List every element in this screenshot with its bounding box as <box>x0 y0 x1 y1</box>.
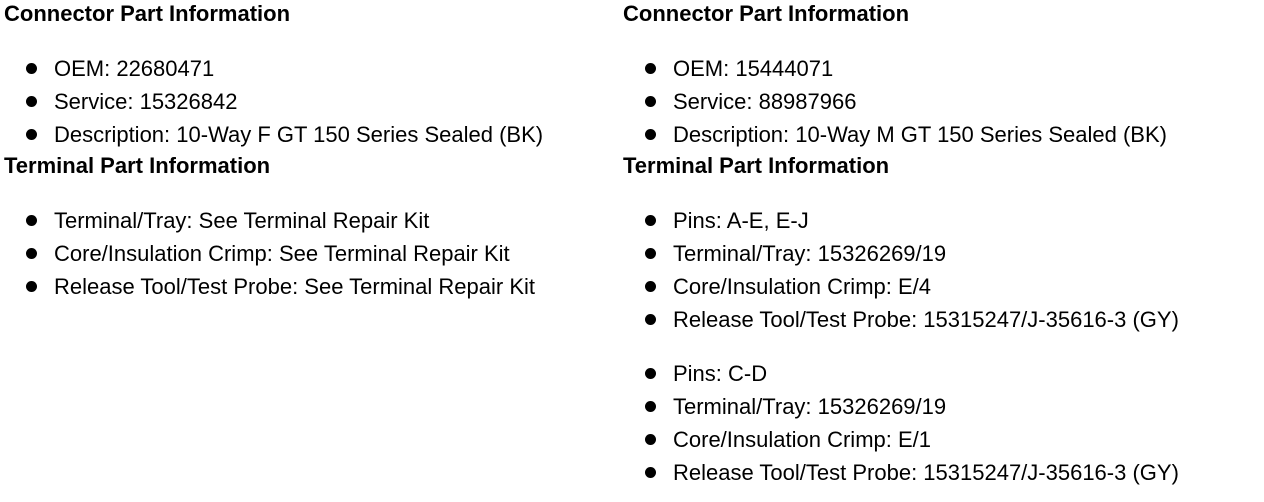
list-item <box>4 118 616 151</box>
bullet-icon <box>645 434 656 445</box>
bullet-icon <box>645 63 656 74</box>
list-item <box>623 357 1263 390</box>
bullet-icon <box>26 215 37 226</box>
list-item-text: Core/Insulation Crimp: E/4 <box>673 274 931 299</box>
terminal-part-list <box>4 204 616 303</box>
list-item <box>623 270 1263 303</box>
left-column <box>4 0 616 303</box>
list-item-text: Description: 10-Way F GT 150 Series Sealed (BK) <box>54 122 544 147</box>
list-item-text: Release Tool/Test Probe: 15315247/J-35616-3 (GY) <box>673 307 1179 332</box>
list-item-text: Pins: A-E, E-J <box>673 208 809 233</box>
list-item <box>623 85 1263 118</box>
connector-part-heading: Connector Part Information <box>4 1 291 26</box>
list-item <box>623 118 1263 151</box>
list-item <box>4 204 616 237</box>
list-item <box>4 237 616 270</box>
bullet-icon <box>645 248 656 259</box>
list-item-text: Core/Insulation Crimp: See Terminal Repair Kit <box>54 241 510 266</box>
bullet-icon <box>645 368 656 379</box>
list-item <box>4 85 616 118</box>
connector-part-list <box>4 52 616 151</box>
list-item-text: Release Tool/Test Probe: See Terminal Repair Kit <box>54 274 535 299</box>
list-item-text: OEM: 15444071 <box>673 56 834 81</box>
list-item-text: OEM: 22680471 <box>54 56 215 81</box>
list-item-text: Service: 88987966 <box>673 89 857 114</box>
terminal-part-group-1 <box>623 204 1263 336</box>
list-item <box>623 237 1263 270</box>
list-item <box>623 204 1263 237</box>
list-item-text: Pins: C-D <box>673 361 768 386</box>
list-item <box>623 303 1263 336</box>
bullet-icon <box>26 96 37 107</box>
bullet-icon <box>645 129 656 140</box>
bullet-icon <box>645 96 656 107</box>
bullet-icon <box>26 281 37 292</box>
list-item <box>623 456 1263 489</box>
list-item <box>623 423 1263 456</box>
bullet-icon <box>645 401 656 412</box>
connector-part-heading: Connector Part Information <box>623 1 910 26</box>
terminal-part-heading: Terminal Part Information <box>4 153 271 178</box>
bullet-icon <box>645 281 656 292</box>
bullet-icon <box>645 314 656 325</box>
bullet-icon <box>645 215 656 226</box>
list-item-text: Terminal/Tray: 15326269/19 <box>673 394 947 419</box>
bullet-icon <box>26 248 37 259</box>
list-item-text: Terminal/Tray: 15326269/19 <box>673 241 947 266</box>
bullet-icon <box>26 129 37 140</box>
list-item-text: Release Tool/Test Probe: 15315247/J-35616-3 (GY) <box>673 460 1179 485</box>
list-item <box>4 52 616 85</box>
list-item-text: Service: 15326842 <box>54 89 238 114</box>
list-item <box>623 390 1263 423</box>
terminal-part-heading: Terminal Part Information <box>623 153 890 178</box>
list-item-text: Terminal/Tray: See Terminal Repair Kit <box>54 208 430 233</box>
list-item <box>623 52 1263 85</box>
terminal-part-group-2 <box>623 357 1263 489</box>
list-item-text: Core/Insulation Crimp: E/1 <box>673 427 931 452</box>
connector-part-list <box>623 52 1263 151</box>
right-column <box>623 0 1263 489</box>
list-item-text: Description: 10-Way M GT 150 Series Sealed (BK) <box>673 122 1167 147</box>
list-item <box>4 270 616 303</box>
bullet-icon <box>26 63 37 74</box>
bullet-icon <box>645 467 656 478</box>
